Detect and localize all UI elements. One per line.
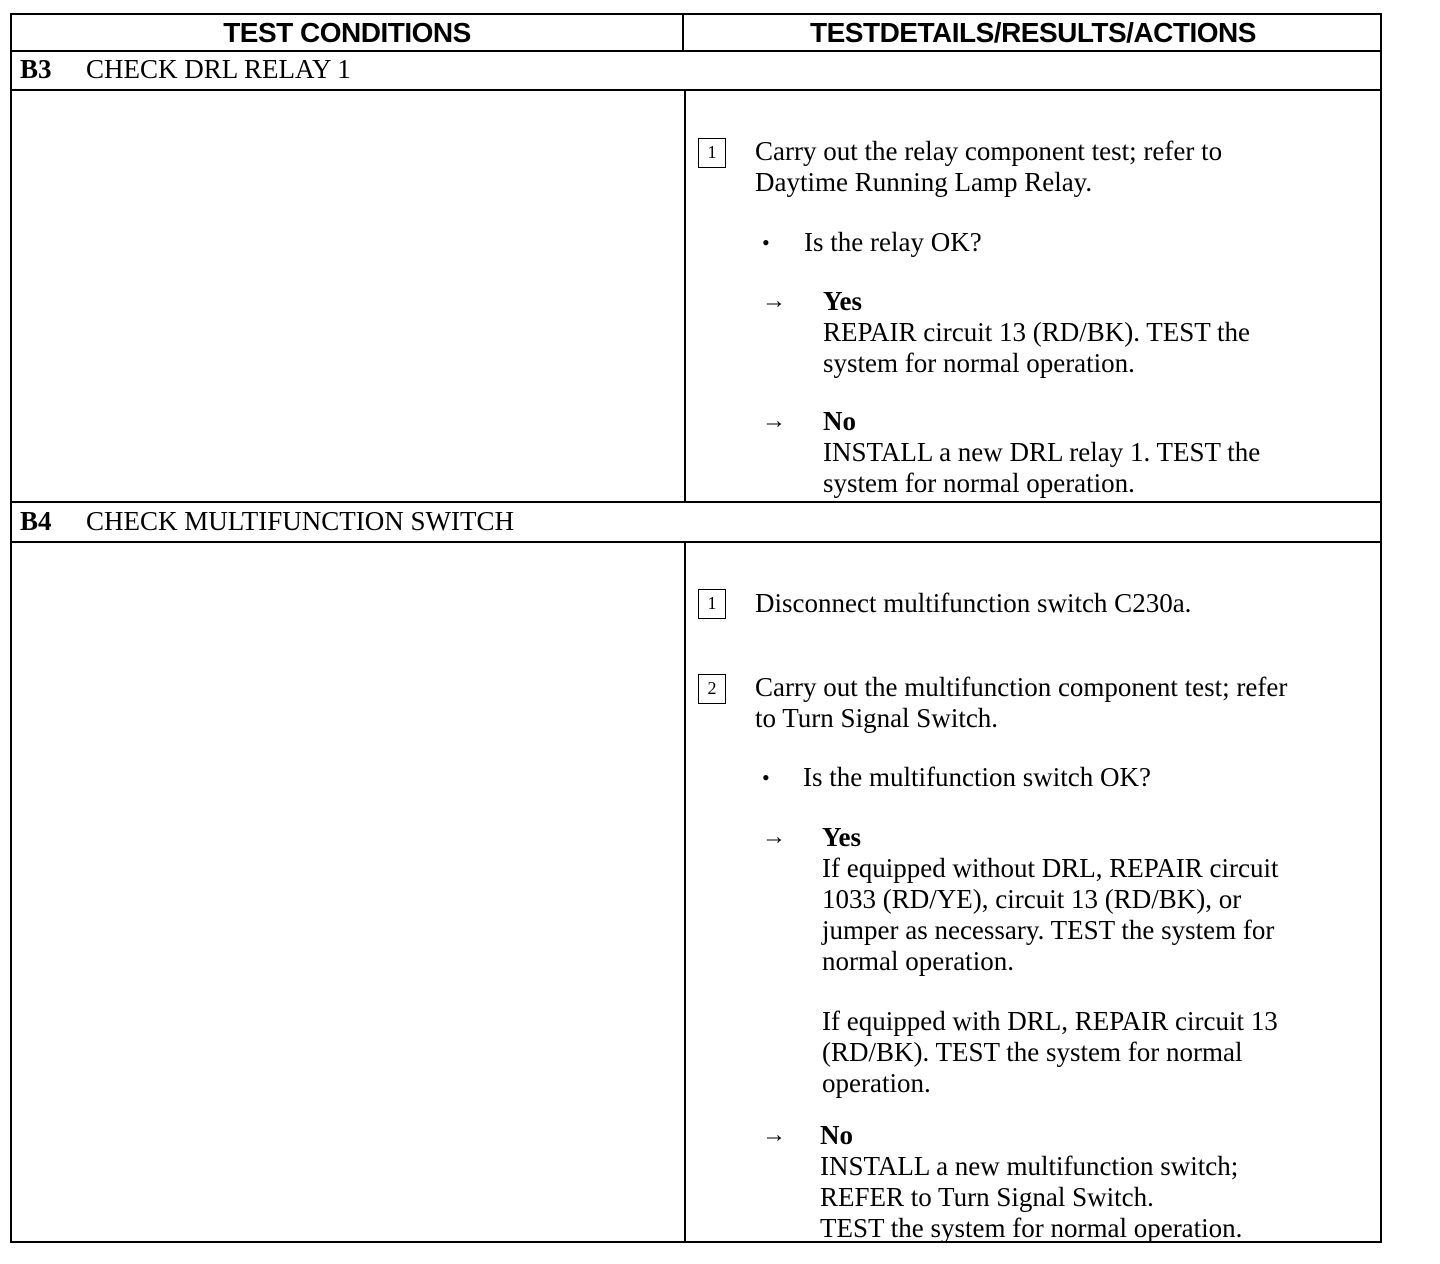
- section-b3-bottom-rule: [12, 501, 1380, 503]
- diagnostic-table: [10, 13, 1382, 1243]
- arrow-right-icon: →: [762, 824, 786, 850]
- section-title-b3: [20, 52, 351, 86]
- arrow-right-icon: →: [762, 408, 786, 434]
- step-text: Carry out the multifunction component test; refer to Turn Signal Switch.: [755, 672, 1288, 733]
- section-title-b4: [20, 504, 514, 538]
- header-divider: [682, 15, 684, 50]
- section-id-b3: B3: [20, 54, 52, 84]
- bullet-icon: •: [762, 230, 770, 255]
- result-yes: Yes REPAIR circuit 13 (RD/BK). TEST the system for normal operation.: [823, 286, 1251, 378]
- step-text: Disconnect multifunction switch C230a.: [755, 588, 1192, 618]
- question-text: Is the relay OK?: [804, 227, 982, 257]
- section-b4-rule: [12, 541, 1380, 543]
- result-no: No INSTALL a new DRL relay 1. TEST the system for normal operation.: [823, 406, 1261, 498]
- header-test-conditions: TEST CONDITIONS: [223, 17, 471, 48]
- section-id-b4: B4: [20, 506, 52, 536]
- step-number-box: 2: [698, 674, 726, 704]
- arrow-right-icon: →: [762, 288, 786, 314]
- result-yes: Yes If equipped without DRL, REPAIR circuit 1033 (RD/YE), circuit 13 (RD/BK), or jumper as necessary. TEST the system for normal operation. If equipped with DRL, REPAIR circuit 13 (RD/BK). TEST the system for normal operation.: [822, 822, 1279, 1098]
- step-number-box: 1: [698, 138, 726, 168]
- result-no: No INSTALL a new multifunction switch; REFER to Turn Signal Switch. TEST the system for normal operation.: [820, 1120, 1243, 1243]
- section-b3-divider: [684, 91, 686, 501]
- section-b3-rule: [12, 89, 1380, 91]
- question-text: Is the multifunction switch OK?: [803, 762, 1151, 792]
- arrow-right-icon: →: [762, 1122, 786, 1148]
- header-test-details: TESTDETAILS/RESULTS/ACTIONS: [810, 17, 1256, 48]
- section-name-b4: CHECK MULTIFUNCTION SWITCH: [86, 506, 515, 536]
- bullet-icon: •: [762, 765, 770, 790]
- step-number-box: 1: [698, 589, 726, 619]
- step-text: Carry out the relay component test; refer to Daytime Running Lamp Relay.: [755, 136, 1223, 197]
- section-b4-divider: [684, 543, 686, 1243]
- section-name-b3: CHECK DRL RELAY 1: [86, 54, 351, 84]
